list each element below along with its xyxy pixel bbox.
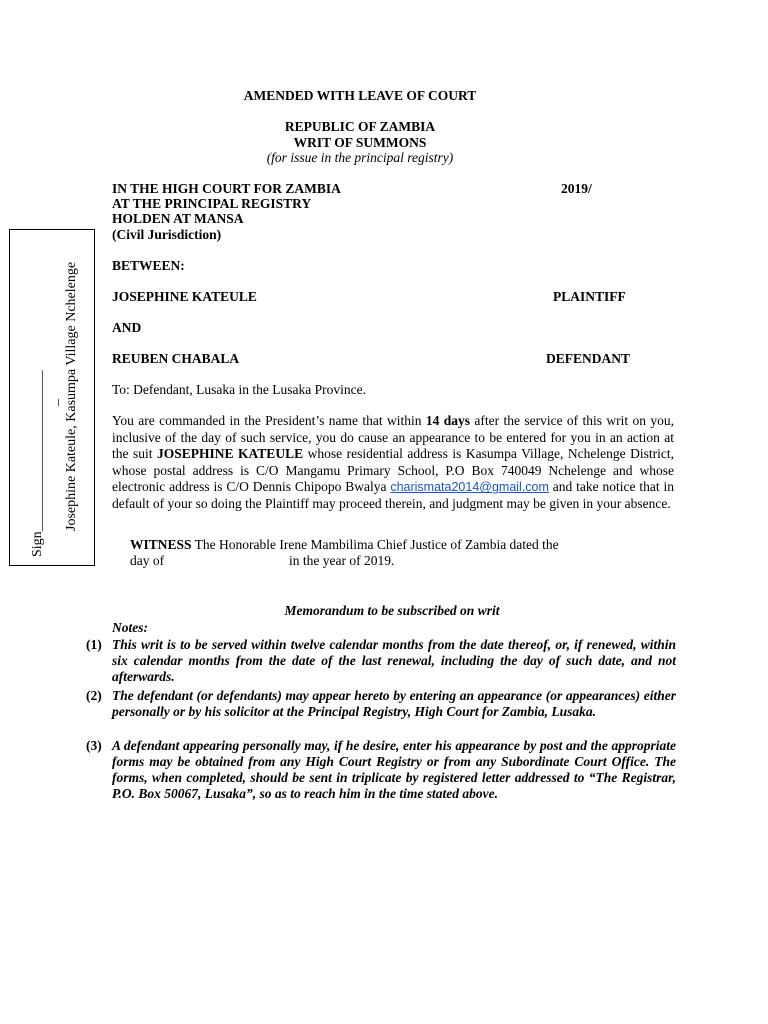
command-text-3: whose residential address is Kasumpa Village, Nchelenge District, whose postal address is C/O Mangamu Primary School, P.O Box 740049 Nchelenge and whose electronic address is C/O Dennis Chipopo Bwalya — [112, 446, 675, 495]
court-line-2: AT THE PRINCIPAL REGISTRY — [112, 196, 312, 211]
command-plaintiff: JOSEPHINE KATEULE — [157, 446, 304, 462]
to-line: To: Defendant, Lusaka in the Lusaka Province. — [112, 382, 366, 397]
between-label: BETWEEN: — [112, 258, 185, 273]
witness-day-of: day of — [130, 553, 165, 568]
plaintiff-label: PLAINTIFF — [553, 289, 626, 304]
witness-year: in the year of 2019. — [289, 553, 395, 568]
republic-heading: REPUBLIC OF ZAMBIA — [284, 119, 436, 134]
note-item-3 — [86, 738, 676, 824]
witness-line — [130, 537, 674, 553]
signature-box-content — [10, 230, 96, 567]
side-dash: _ — [46, 399, 61, 406]
issue-note: (for issue in the principal registry) — [266, 150, 454, 165]
case-number: 2019/ — [561, 181, 592, 196]
command-text-2: after the service of this writ on you, inclusive of the day of such service, you do cause an appearance to be entered for you in an action at the suit — [112, 413, 675, 462]
note-item-2 — [86, 688, 676, 740]
command-text-4: and take notice that in default of your so doing the Plaintiff may proceed therein, and judgment may be given in your absence. — [112, 479, 674, 511]
notes-label: Notes: — [112, 620, 148, 635]
amended-heading: AMENDED WITH LEAVE OF COURT — [243, 88, 477, 103]
defendant-name: REUBEN CHABALA — [112, 351, 240, 366]
signature-line: _______________________ — [30, 370, 45, 532]
note-text: A defendant appearing personally may, if he desire, enter his appearance by post and the appropriate forms may be obtained from any High Court Registry or from any Subordinate Court Office. The forms, when completed, should be sent in triplicate by registered letter addressed to “The Registrar, P.O. Box 50067, Lusaka”, so as to reach him in the time stated above. — [112, 738, 676, 801]
plaintiff-name: JOSEPHINE KATEULE — [112, 289, 257, 304]
writ-heading: WRIT OF SUMMONS — [293, 135, 427, 150]
memo-title: Memorandum to be subscribed on writ — [284, 603, 500, 618]
court-line-3: HOLDEN AT MANSA — [112, 211, 244, 226]
defendant-label: DEFENDANT — [546, 351, 631, 366]
command-text-1: You are commanded in the President’s name that within — [112, 413, 426, 428]
sign-line — [30, 370, 46, 557]
signature-box — [9, 229, 95, 566]
email-link[interactable]: charismata2014@gmail.com — [390, 480, 549, 495]
court-line-4: (Civil Jurisdiction) — [112, 227, 222, 242]
note-number: (2) — [86, 688, 102, 703]
note-text: The defendant (or defendants) may appear hereto by entering an appearance (or appearances) either personally or by his solicitor at the Principal Registry, High Court for Zambia, Lusaka. — [112, 688, 676, 719]
note-number: (1) — [86, 637, 102, 652]
witness-label: WITNESS — [130, 537, 192, 552]
court-line-1: IN THE HIGH COURT FOR ZAMBIA — [112, 181, 341, 196]
command-paragraph — [112, 413, 674, 513]
and-label: AND — [112, 320, 142, 335]
note-text: This writ is to be served within twelve calendar months from the date thereof, or, if renewed, within six calendar months from the date of the last renewal, including the day of such date, and not afterwards. — [112, 637, 676, 684]
note-item-1 — [86, 637, 676, 689]
note-number: (3) — [86, 738, 102, 753]
sign-label: Sign — [30, 531, 45, 557]
witness-text: The Honorable Irene Mambilima Chief Justice of Zambia dated the — [191, 537, 559, 552]
days-period: 14 days — [425, 413, 471, 428]
signature-address: Josephine Kateule, Kasumpa Village Nchelenge — [64, 261, 79, 531]
